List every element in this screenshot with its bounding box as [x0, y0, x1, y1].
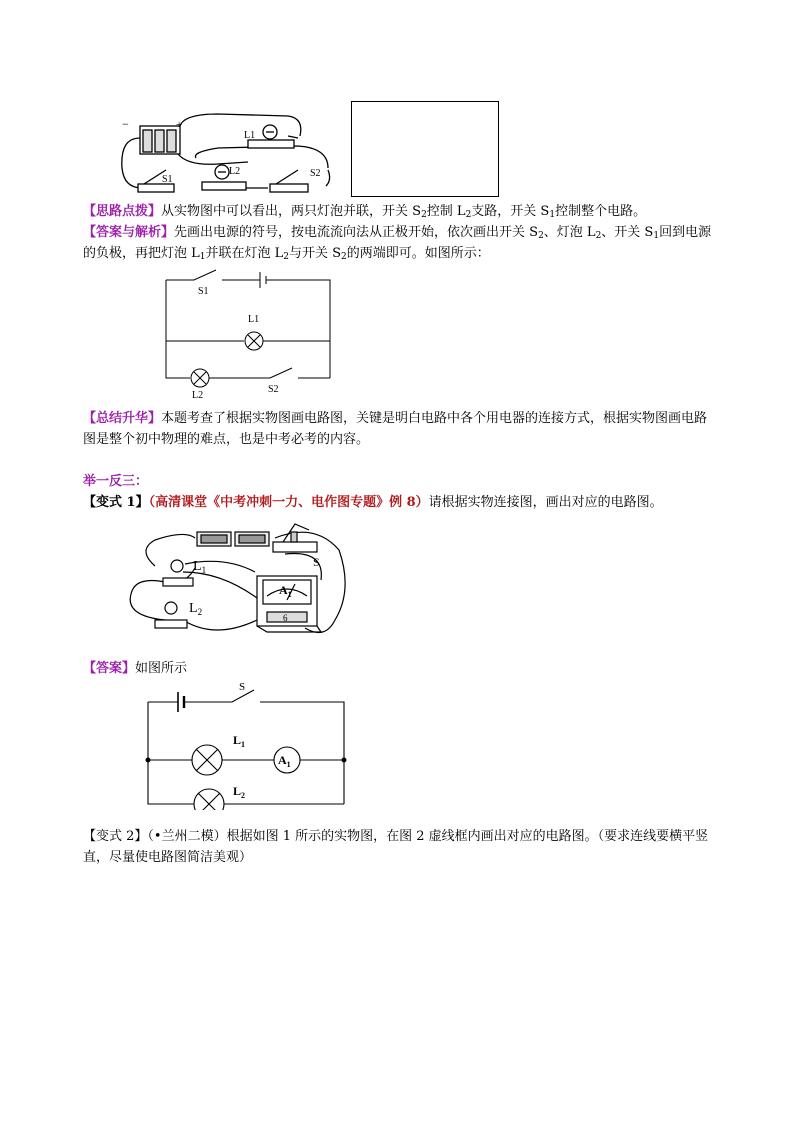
section-heading: 举一反三：: [83, 474, 149, 489]
empty-drawing-box: [351, 101, 499, 197]
lamp-l1-label: $L_1$: [193, 559, 207, 575]
answer-paragraph: 【答案】如图所示: [83, 661, 188, 676]
answer-analysis-paragraph: 【答案与解析】先画出电源的符号，按电流流向法从正极开始，依次画出开关 $S_2$、灯泡 $L_2$、开关 $S_1$回到电源的负极，再把灯泡 $L_1$并联在灯泡 $L_2$与开关 $S_2$的两端即可。如图所示：: [83, 225, 712, 262]
switch-s2-label: S2: [268, 384, 279, 395]
lamp-l2-label: L2: [192, 390, 204, 401]
switch-s1-label: S1: [198, 286, 209, 297]
variant-2-question: 【变式 2】（•兰州二模）根据如图 1 所示的实物图，在图 2 虚线框内画出对应的电路图。（要求连线要横平竖直，尽量使电路图简洁美观）: [83, 829, 709, 865]
lamp-l2-label: $L_2$: [233, 784, 246, 800]
switch-s-label: S: [239, 681, 246, 693]
lamp-l2-label: L2: [229, 166, 241, 177]
ammeter-label: $A_1$: [279, 583, 292, 599]
switch-s2-label: S2: [310, 168, 321, 179]
lamp-l1-label: $L_1$: [233, 733, 246, 749]
switch-s1-label: S1: [162, 174, 173, 185]
switch-label: S: [313, 555, 320, 569]
physical-circuit-figure-1: [118, 108, 343, 198]
plus-sign: +: [176, 119, 183, 131]
lamp-l1-label: L1: [244, 130, 256, 141]
ammeter-a1-label: $A_1$: [278, 753, 291, 769]
answer-circuit-diagram: [144, 680, 354, 810]
summary-paragraph: 【总结升华】本题考查了根据实物图画电路图，关键是明白电路中各个用电器的连接方式，根据实物图画电路图是整个初中物理的难点，也是中考必考的内容。: [83, 411, 708, 447]
variant-1-question: 【变式 1】（高清课堂《中考冲刺一力、电作图专题》例 8）请根据实物连接图，画出对应的电路图。: [83, 495, 663, 510]
lamp-l1-label: L1: [248, 314, 260, 325]
circuit-diagram-figure-2: [160, 266, 340, 402]
physical-circuit-figure-3: [125, 520, 350, 650]
lamp-l2-label: $L_2$: [189, 601, 203, 617]
ammeter-terminal-label: 6: [283, 613, 288, 623]
hint-paragraph: 【思路点拨】从实物图中可以看出，两只灯泡并联，开关 $S_2$控制 $L_2$支路，开关 $S_1$控制整个电路。: [83, 204, 647, 220]
minus-sign: −: [122, 117, 129, 131]
